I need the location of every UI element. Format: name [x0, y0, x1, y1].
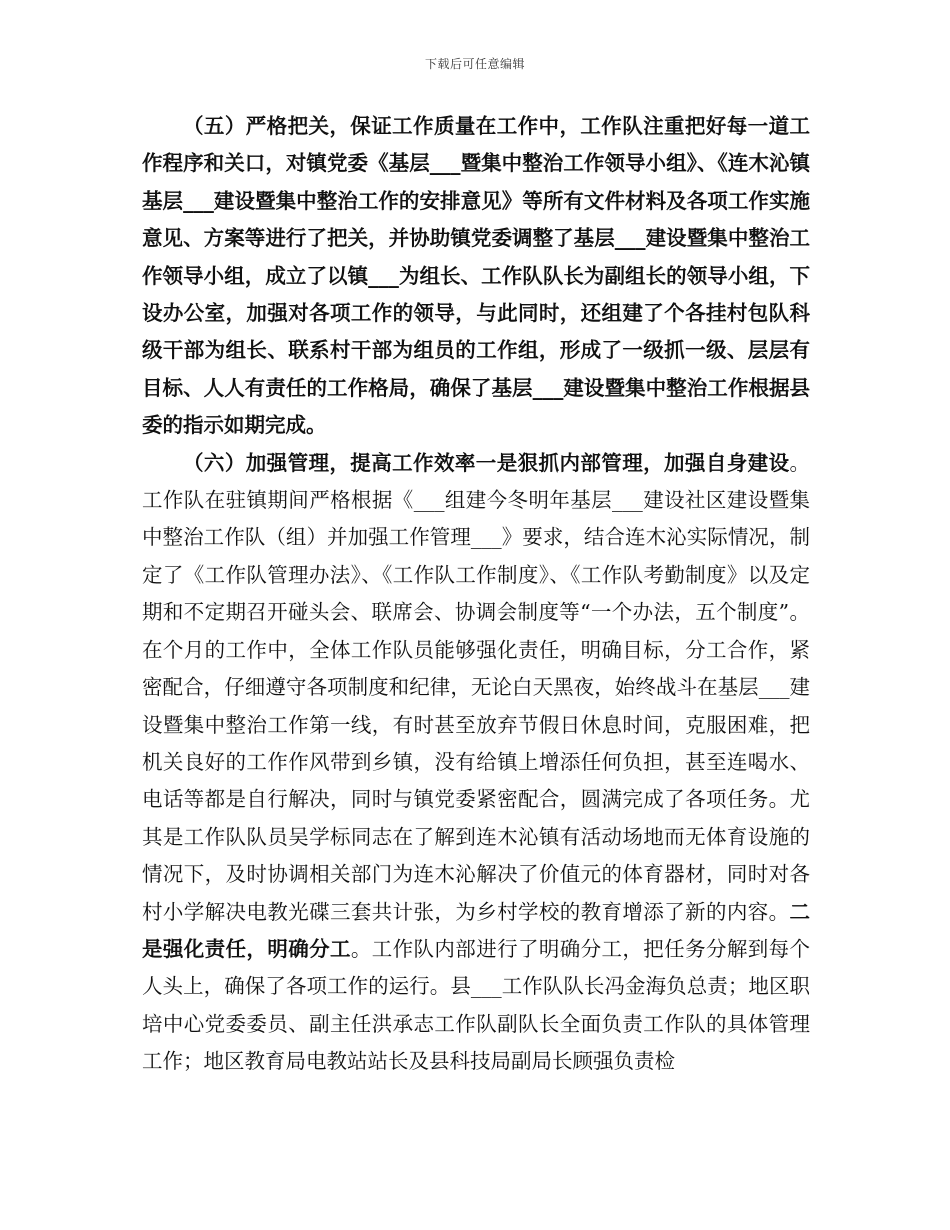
paragraph-section-5: （五）严格把关，保证工作质量在工作中，工作队注重把好每一道工作程序和关口，对镇党委《基层___暨集中整治工作领导小组》、《连木沁镇基层___建设暨集中整治工作的安排意见》等所有文件材料及各项工作实施意见、方案等进行了把关，并协助镇党委调整了基层___建设暨集中整治工作领导小组，成立了以镇___为组长、工作队队长为副组长的领导小组，下设办公室，加强对各项工作的领导，与此同时，还组建了个各挂村包队科级干部为组长、联系村干部为组员的工作组，形成了一级抓一级、层层有目标、人人有责任的工作格局，确保了基层___建设暨集中整治工作根据县委的指示如期完成。 [142, 114, 810, 438]
paragraph-section-6 [142, 445, 810, 1081]
section-6-body-2: 。工作队内部进行了明确分工，把任务分解到每个人头上，确保了各项工作的运行。县___工作队队长冯金海负总责；地区职培中心党委委员、副主任洪承志工作队副队长全面负责工作队的具体管理工作；地区教育局电教站站长及县科技局副局长顾强负责检 [142, 936, 811, 1074]
section-6-subheading-2: 二是强化责任，明确分工 [142, 899, 810, 961]
page-header-note: 下载后可任意编辑 [424, 57, 525, 71]
section-6-heading: （六）加强管理，提高工作效率一是狠抓内部管理，加强自身建设 [183, 450, 790, 475]
section-6-body-1: 。工作队在驻镇期间严格根据《___组建今冬明年基层___建设社区建设暨集中整治工作队（组）并加强工作管理___》要求，结合连木沁实际情况，制定了《工作队管理办法》、《工作队工作制度》、《工作队考勤制度》以及定期和不定期召开碰头会、联席会、协调会制度等“一个办法，五个制度”。在个月的工作中，全体工作队员能够强化责任，明确目标，分工合作，紧密配合，仔细遵守各项制度和纪律，无论白天黑夜，始终战斗在基层___建设暨集中整治工作第一线，有时甚至放弃节假日休息时间，克服困难，把机关良好的工作作风带到乡镇，没有给镇上增添任何负担，甚至连喝水、电话等都是自行解决，同时与镇党委紧密配合，圆满完成了各项任务。尤其是工作队队员吴学标同志在了解到连木沁镇有活动场地而无体育设施的情况下，及时协调相关部门为连木沁解决了价值元的体育器材，同时对各村小学解决电教光碟三套共计张，为乡村学校的教育增添了新的内容。 [142, 450, 810, 924]
document-body [142, 108, 810, 1081]
